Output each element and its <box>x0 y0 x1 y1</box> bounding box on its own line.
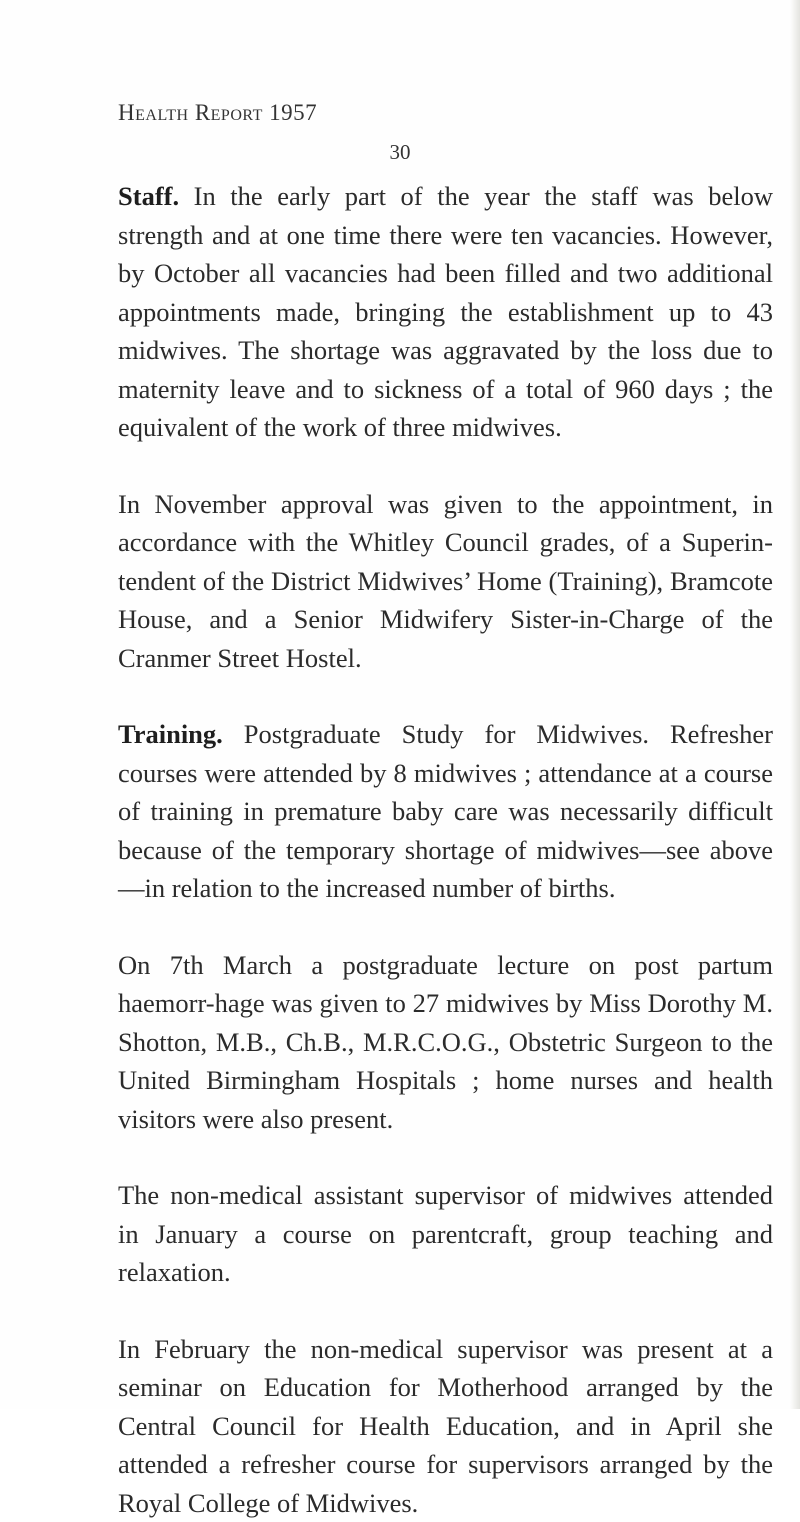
paragraph-parentcraft <box>118 1176 773 1292</box>
paragraph-text: In February the non-medical supervisor was present at a seminar on Education for Motherhood arranged by the Central Council for Health Education, and in April she attended a refresher course for supervisors arranged by the Royal College of Midwives. <box>118 1334 773 1518</box>
page-number: 30 <box>0 140 800 165</box>
body-text <box>118 177 773 1522</box>
section-heading-staff: Staff. <box>118 181 179 211</box>
paragraph-text: In November approval was given to the appointment, in accordance with the Whitley Council grades, of a Superin-tendent of the District Midwives’ Home (Training), Bramcote House, and a Senior Midwifery Sister-in-Charge of the Cranmer Street Hostel. <box>118 489 773 673</box>
paragraph-staff <box>118 177 773 447</box>
paragraph-appointments <box>118 485 773 678</box>
section-heading-training: Training. <box>118 719 223 749</box>
paragraph-lecture <box>118 946 773 1139</box>
running-title: Health Report 1957 <box>118 100 317 126</box>
paragraph-text: The non-medical assistant supervisor of midwives attended in January a course on parentcraft, group teaching and relaxation. <box>118 1180 773 1287</box>
paragraph-text: On 7th March a postgraduate lecture on post partum haemorr-hage was given to 27 midwives by Miss Dorothy M. Shotton, M.B., Ch.B., M.R.C.O.G., Obstetric Surgeon to the United Birmingham Hospitals ; home nurses and health visitors were also present. <box>118 950 773 1134</box>
paragraph-text: In the early part of the year the staff was below strength and at one time there were ten vacancies. However, by October all vacancies had been filled and two additional appointments made, bringing the establishment up to 43 midwives. The shortage was aggravated by the loss due to maternity leave and to sickness of a total of 960 days ; the equivalent of the work of three midwives. <box>118 181 773 442</box>
paragraph-training <box>118 715 773 908</box>
paragraph-text: Postgraduate Study for Midwives. Refresher courses were attended by 8 midwives ; attendance at a course of training in premature baby care was necessarily difficult because of the temporary shortage of midwives—see above—in relation to the increased number of births. <box>118 719 773 903</box>
paragraph-seminar <box>118 1330 773 1522</box>
page-edge-shadow <box>790 0 800 1409</box>
